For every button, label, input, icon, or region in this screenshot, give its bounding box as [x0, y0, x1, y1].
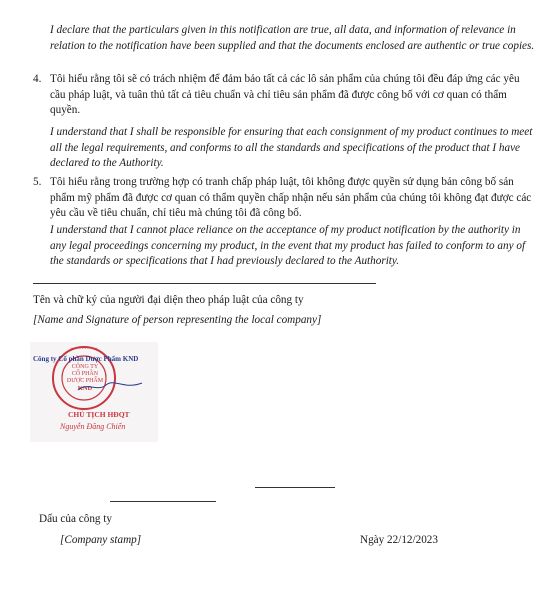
item-4-number: 4. [33, 73, 42, 85]
date-text: Ngày 22/12/2023 [360, 534, 438, 546]
item-4-vietnamese: Tôi hiểu rằng tôi sẽ có trách nhiệm để đảm bảo tất cả các lô sản phẩm của chúng tôi đều đáp ứng các yêu cầu pháp luật, và tuân thủ tất cả tiêu chuẩn và chỉ tiêu sản phẩm đã được công bố với cơ quan có thẩm quyền. [50, 73, 520, 117]
stamp-title: CHỦ TỊCH HĐQT [68, 410, 130, 419]
separator-line [33, 283, 376, 284]
signature-label-en: [Name and Signature of person representing the local company] [33, 314, 322, 326]
seal-line-2: CỔ PHẦN [71, 371, 99, 377]
company-stamp-label-en: [Company stamp] [60, 534, 142, 546]
declaration-text: I declare that the particulars given in this notification are true, all data, and information of relevance in relation to the notification have been supplied and that the documents enclosed are authentic or true copies. [50, 24, 535, 52]
seal-line-1: CÔNG TY [71, 364, 99, 370]
company-seal-signature [30, 342, 158, 442]
item-4-english: I understand that I shall be responsible for ensuring that each consignment of my product continues to meet all the legal requirements, and conforms to all the standards and specifications of the product that I have declared to the Authority. [50, 126, 533, 170]
stamp-name: Nguyễn Đăng Chiến [60, 422, 126, 431]
signature-stroke [76, 380, 146, 394]
item-5-english: I understand that I cannot place reliance on the acceptance of my product notification by the authority in any legal proceedings concerning my product, in the event that my product has failed to conform to any of the standards or specifications that I had previously declared to the Authority. [50, 224, 526, 268]
seal-line-3: DƯỢC PHẨM [66, 378, 104, 384]
signature-label-vi: Tên và chữ ký của người đại diện theo pháp luật của công ty [33, 294, 304, 306]
item-5-number: 5. [33, 176, 42, 188]
item-5-vietnamese: Tôi hiểu rằng trong trường hợp có tranh chấp pháp luật, tôi không được quyền sử dụng bản công bố sản phẩm mỹ phẩm đã được cơ quan có thẩm quyền chấp nhận nếu sản phẩm của chúng tôi không đạt được các yêu cầu về tiêu chuẩn, chỉ tiêu mà chúng tôi đã công bố. [50, 176, 532, 220]
seal-line-4: KND [77, 385, 93, 392]
seal-company-line: Công ty Cổ phần Dược Phẩm KND [33, 355, 139, 363]
signature-blank-line [255, 487, 335, 488]
company-stamp-label-vi: Dấu của công ty [39, 513, 113, 525]
stamp-blank-line [110, 501, 216, 502]
svg-text:* * * * * * * * * *: * * * * * * * * * * [71, 346, 97, 351]
